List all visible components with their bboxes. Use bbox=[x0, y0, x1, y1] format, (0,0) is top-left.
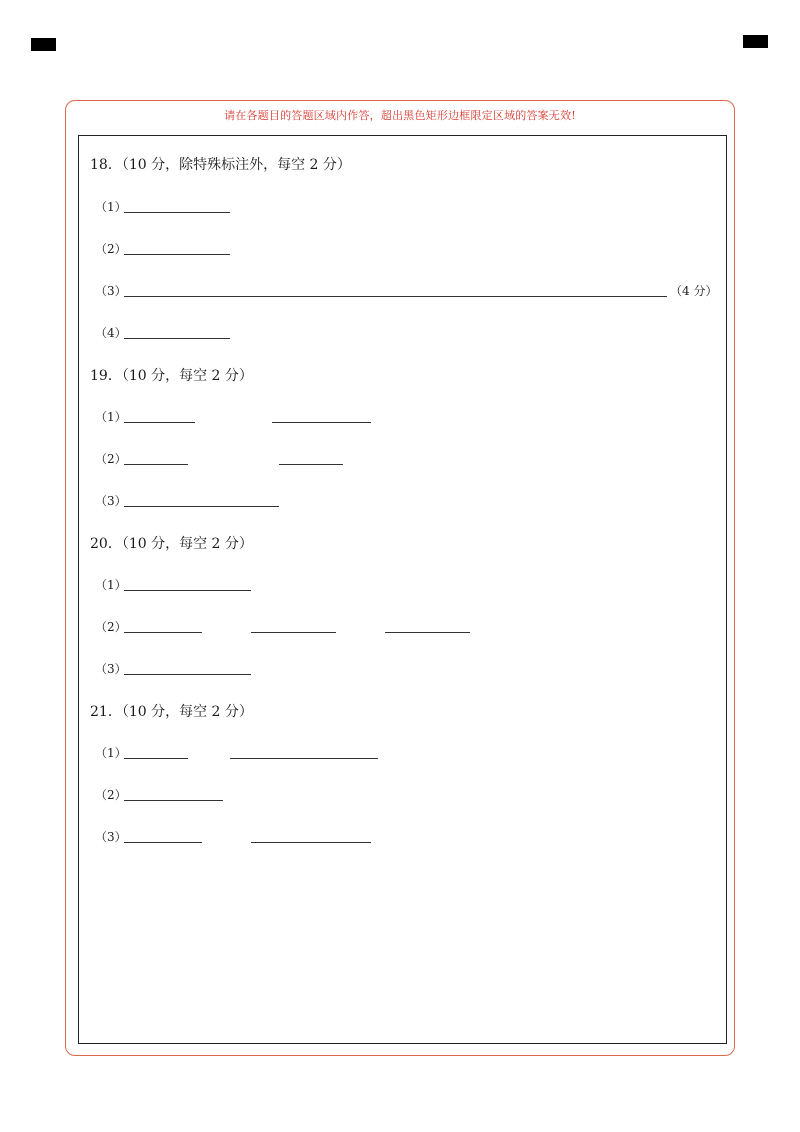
answer-area-warning: 请在各题目的答题区域内作答，超出黑色矩形边框限定区域的答案无效! bbox=[224, 109, 576, 122]
q20-part-3-blank[interactable] bbox=[124, 674, 251, 675]
question-18-title: 18．（10 分，除特殊标注外，每空 2 分） bbox=[90, 157, 351, 173]
alignment-marker-right bbox=[743, 35, 768, 48]
q18-part-3-blank[interactable] bbox=[124, 296, 667, 297]
alignment-marker-left bbox=[31, 38, 56, 51]
q18-part-4-blank[interactable] bbox=[124, 338, 230, 339]
q19-part-1-blank-1[interactable] bbox=[124, 422, 195, 423]
q18-part-1-blank[interactable] bbox=[124, 212, 230, 213]
q19-part-2-blank-2[interactable] bbox=[279, 464, 343, 465]
q21-part-1-blank-2[interactable] bbox=[230, 758, 378, 759]
q20-part-2-label: （2） bbox=[95, 620, 127, 634]
q18-part-4-label: （4） bbox=[95, 326, 127, 340]
q19-part-3-blank[interactable] bbox=[124, 506, 279, 507]
q20-part-2-blank-2[interactable] bbox=[251, 632, 336, 633]
q21-part-2-label: （2） bbox=[95, 788, 127, 802]
q19-part-2-label: （2） bbox=[95, 452, 127, 466]
q18-part-3-score: （4 分） bbox=[670, 284, 718, 298]
q20-part-1-label: （1） bbox=[95, 578, 127, 592]
q21-part-2-blank[interactable] bbox=[124, 800, 223, 801]
question-20-title: 20．（10 分，每空 2 分） bbox=[90, 536, 253, 552]
question-19-title: 19．（10 分，每空 2 分） bbox=[90, 368, 253, 384]
q21-part-3-label: （3） bbox=[95, 830, 127, 844]
q19-part-1-blank-2[interactable] bbox=[272, 422, 371, 423]
q18-part-1-label: （1） bbox=[95, 200, 127, 214]
q21-part-1-blank-1[interactable] bbox=[124, 758, 188, 759]
q19-part-3-label: （3） bbox=[95, 494, 127, 508]
q18-part-2-blank[interactable] bbox=[124, 254, 230, 255]
question-21-title: 21．（10 分，每空 2 分） bbox=[90, 704, 253, 720]
q18-part-3-label: （3） bbox=[95, 284, 127, 298]
q18-part-2-label: （2） bbox=[95, 242, 127, 256]
q19-part-2-blank-1[interactable] bbox=[124, 464, 188, 465]
q20-part-3-label: （3） bbox=[95, 662, 127, 676]
q21-part-3-blank-2[interactable] bbox=[251, 842, 371, 843]
q21-part-1-label: （1） bbox=[95, 746, 127, 760]
q20-part-2-blank-3[interactable] bbox=[385, 632, 470, 633]
q19-part-1-label: （1） bbox=[95, 410, 127, 424]
q20-part-2-blank-1[interactable] bbox=[124, 632, 202, 633]
q21-part-3-blank-1[interactable] bbox=[124, 842, 202, 843]
q20-part-1-blank[interactable] bbox=[124, 590, 251, 591]
